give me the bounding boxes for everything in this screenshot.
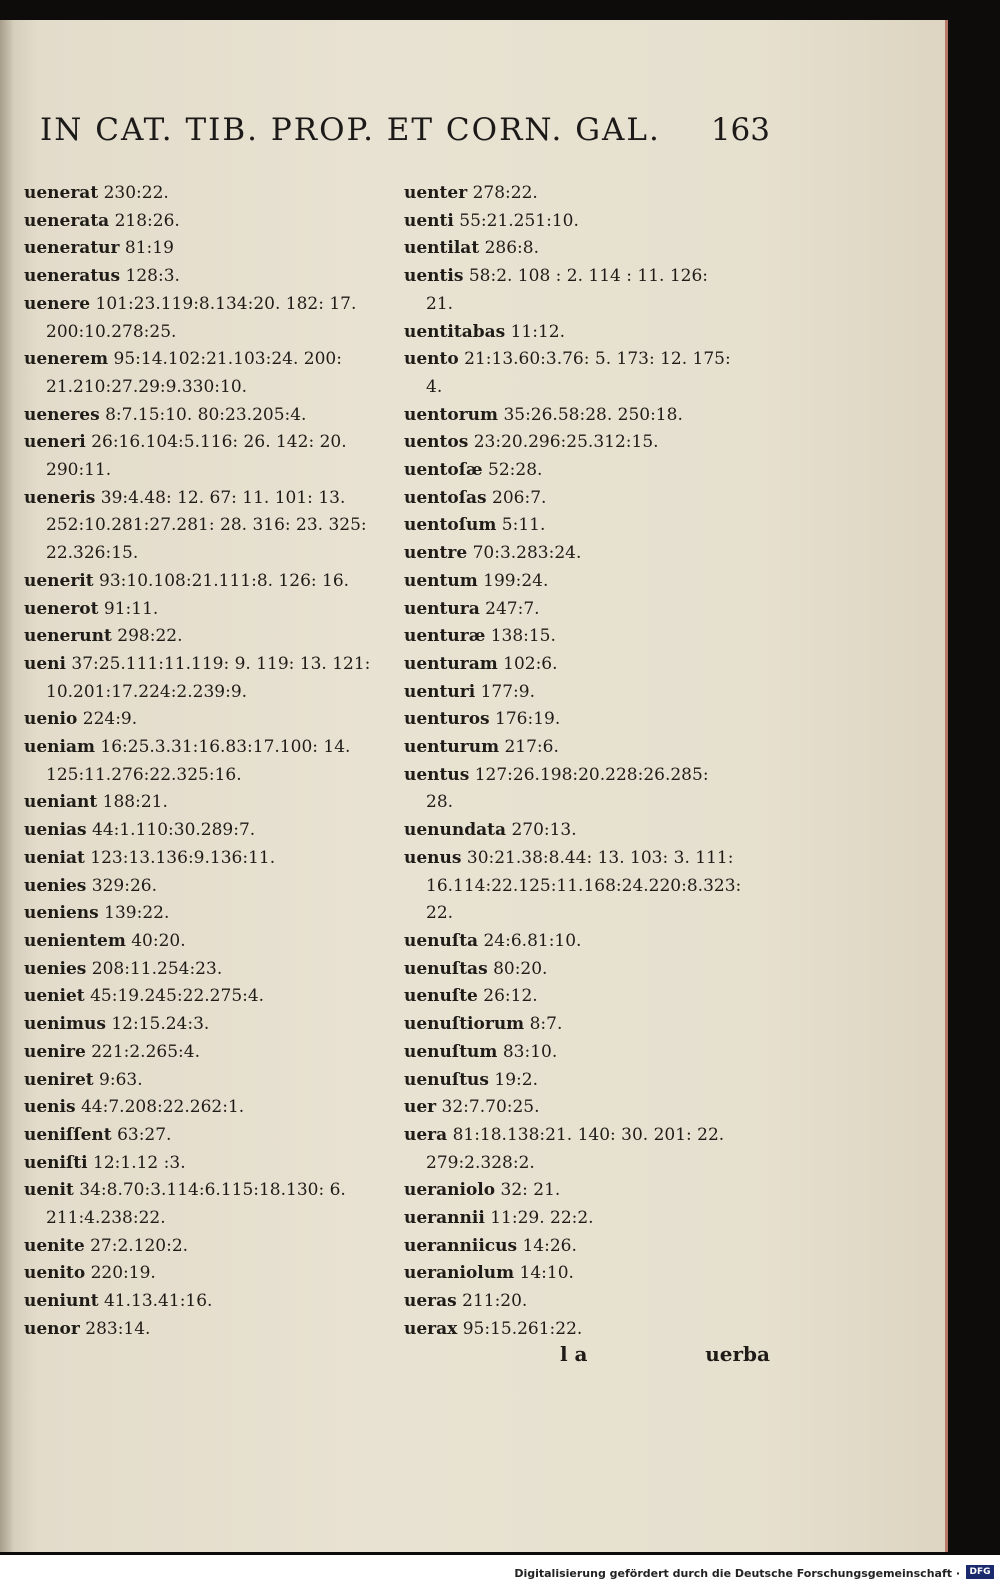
entry-headword: uenuſte xyxy=(404,986,478,1007)
entry-references-continued: 22.326:15. xyxy=(46,543,139,564)
entry-headword: uenerot xyxy=(24,598,99,619)
index-entry xyxy=(404,983,764,1011)
page-gutter-shadow xyxy=(0,20,14,1552)
index-entry xyxy=(404,623,764,651)
page-number: 163 xyxy=(710,112,770,148)
entry-headword: ueneratus xyxy=(24,266,121,287)
index-entry xyxy=(404,319,764,347)
index-entry xyxy=(404,679,764,707)
entry-references: 208:11.254:23. xyxy=(91,958,223,979)
entry-references: 139:22. xyxy=(104,903,170,924)
index-entry xyxy=(404,1205,764,1233)
entry-headword: ueniſti xyxy=(24,1152,88,1173)
entry-headword: ueniam xyxy=(24,737,95,758)
entry-references: 14:26. xyxy=(522,1235,577,1256)
entry-references: 81:19 xyxy=(124,238,174,259)
entry-headword: uentoſas xyxy=(404,487,487,508)
entry-headword: uenturi xyxy=(404,681,476,702)
index-entry xyxy=(24,1011,384,1039)
index-entry xyxy=(24,485,384,568)
index-entry xyxy=(24,1150,384,1178)
entry-headword: uer xyxy=(404,1097,437,1118)
entry-headword: uenerat xyxy=(24,183,99,203)
entry-headword: uenter xyxy=(404,183,468,203)
entry-references-continued: 252:10.281:27.281: 28. 316: 23. 325: xyxy=(46,515,367,536)
index-entry xyxy=(24,208,384,236)
index-entry xyxy=(404,512,764,540)
entry-references: 45:19.245:22.275:4. xyxy=(90,986,265,1007)
entry-headword: ueraniolo xyxy=(404,1180,496,1201)
entry-headword: uenus xyxy=(404,847,462,868)
index-entry xyxy=(24,429,384,484)
index-entry xyxy=(24,1260,384,1288)
entry-references: 9:63. xyxy=(99,1069,143,1090)
entry-references: 230:22. xyxy=(103,183,169,203)
entry-headword: ueras xyxy=(404,1291,457,1312)
entry-headword: uentoſæ xyxy=(404,460,483,481)
entry-references: 14:10. xyxy=(519,1263,574,1284)
entry-headword: uenerunt xyxy=(24,626,112,647)
entry-headword: ueniunt xyxy=(24,1291,99,1312)
entry-references: 220:19. xyxy=(90,1263,156,1284)
entry-references: 91:11. xyxy=(103,598,159,619)
entry-headword: uentorum xyxy=(404,404,499,425)
entry-references: 5:11. xyxy=(501,515,546,536)
entry-headword: ueneratur xyxy=(24,238,120,259)
entry-references-continued: 28. xyxy=(426,792,454,813)
entry-headword: ueni xyxy=(24,653,66,674)
entry-references: 55:21.251:10. xyxy=(459,210,579,231)
index-entry xyxy=(404,180,764,208)
index-entry xyxy=(404,706,764,734)
index-entry xyxy=(24,1288,384,1316)
entry-headword: ueniens xyxy=(24,903,99,924)
index-entry xyxy=(24,817,384,845)
entry-headword: uenerata xyxy=(24,210,110,231)
index-entry xyxy=(24,1067,384,1095)
index-entry xyxy=(24,180,384,208)
entry-references: 16:25.3.31:16.83:17.100: 14. xyxy=(100,737,351,758)
index-entry xyxy=(404,1067,764,1095)
index-entry xyxy=(24,1122,384,1150)
index-entry xyxy=(404,540,764,568)
entry-references: 80:20. xyxy=(493,958,548,979)
index-entry xyxy=(404,1094,764,1122)
index-entry xyxy=(24,1233,384,1261)
entry-headword: uenies xyxy=(24,958,87,979)
book-page xyxy=(0,20,948,1552)
entry-headword: uentilat xyxy=(404,238,480,259)
entry-references: 27:2.120:2. xyxy=(90,1235,189,1256)
entry-references: 44:7.208:22.262:1. xyxy=(80,1097,245,1118)
entry-headword: ueraniolum xyxy=(404,1263,515,1284)
entry-references-continued: 211:4.238:22. xyxy=(46,1208,166,1229)
entry-headword: uenuſtas xyxy=(404,958,488,979)
entry-references: 188:21. xyxy=(102,792,168,813)
entry-headword: uenio xyxy=(24,709,78,730)
entry-references: 70:3.283:24. xyxy=(472,543,582,564)
entry-references: 30:21.38:8.44: 13. 103: 3. 111: xyxy=(466,847,734,868)
index-entry xyxy=(24,789,384,817)
index-entry xyxy=(404,928,764,956)
index-entry xyxy=(24,873,384,901)
entry-headword: uenito xyxy=(24,1263,86,1284)
index-entry xyxy=(404,1233,764,1261)
index-entry xyxy=(24,845,384,873)
entry-references: 39:4.48: 12. 67: 11. 101: 13. xyxy=(100,487,346,508)
entry-references: 8:7.15:10. 80:23.205:4. xyxy=(105,404,307,425)
index-entry xyxy=(404,1039,764,1067)
entry-references-continued: 200:10.278:25. xyxy=(46,321,177,342)
entry-references-continued: 21.210:27.29:9.330:10. xyxy=(46,376,248,397)
index-entry xyxy=(404,651,764,679)
index-entry xyxy=(24,623,384,651)
index-entry xyxy=(404,596,764,624)
index-entry xyxy=(24,346,384,401)
entry-references: 128:3. xyxy=(125,266,180,287)
index-entry xyxy=(24,706,384,734)
index-entry xyxy=(24,928,384,956)
entry-headword: uenturum xyxy=(404,737,500,758)
entry-references: 283:14. xyxy=(85,1318,151,1339)
index-entry xyxy=(404,734,764,762)
entry-references: 211:20. xyxy=(462,1291,528,1312)
entry-references: 298:22. xyxy=(117,626,183,647)
entry-references: 102:6. xyxy=(503,653,558,674)
index-entry xyxy=(404,1288,764,1316)
entry-headword: ueneris xyxy=(24,487,96,508)
entry-references-continued: 16.114:22.125:11.168:24.220:8.323: xyxy=(426,875,742,896)
entry-headword: uenere xyxy=(24,293,91,314)
entry-references: 34:8.70:3.114:6.115:18.130: 6. xyxy=(79,1180,346,1201)
index-entry xyxy=(24,596,384,624)
entry-headword: uentoſum xyxy=(404,515,497,536)
entry-references: 221:2.265:4. xyxy=(91,1041,200,1062)
entry-references: 95:15.261:22. xyxy=(462,1318,583,1339)
entry-headword: uenies xyxy=(24,875,87,896)
index-entry xyxy=(404,429,764,457)
entry-references: 127:26.198:20.228:26.285: xyxy=(474,764,709,785)
entry-references: 101:23.119:8.134:20. 182: 17. xyxy=(95,293,357,314)
entry-headword: uera xyxy=(404,1124,448,1145)
entry-references-continued: 21. xyxy=(426,293,454,314)
entry-headword: uenturæ xyxy=(404,626,486,647)
index-entry xyxy=(404,568,764,596)
entry-references: 63:27. xyxy=(117,1124,172,1145)
running-header xyxy=(40,112,770,158)
funding-notice: Digitalisierung gefördert durch die Deutsche Forschungsgemeinschaft · xyxy=(514,1567,960,1580)
index-entry xyxy=(404,1122,764,1177)
entry-references: 11:12. xyxy=(510,321,565,342)
entry-headword: uerax xyxy=(404,1318,458,1339)
entry-references: 12:15.24:3. xyxy=(111,1014,210,1035)
index-entry xyxy=(404,208,764,236)
entry-references: 26:16.104:5.116: 26. 142: 20. xyxy=(91,432,347,453)
entry-headword: uenuſtum xyxy=(404,1041,498,1062)
index-column-left xyxy=(24,180,384,1344)
entry-references-continued: 290:11. xyxy=(46,460,112,481)
entry-headword: uenturam xyxy=(404,653,498,674)
entry-headword: uento xyxy=(404,349,459,370)
entry-references: 95:14.102:21.103:24. 200: xyxy=(113,349,342,370)
entry-references: 329:26. xyxy=(91,875,158,896)
entry-headword: ueniat xyxy=(24,847,85,868)
catchword: uerba xyxy=(705,1342,770,1366)
entry-references: 278:22. xyxy=(472,183,538,203)
index-entry xyxy=(24,900,384,928)
catchword-line xyxy=(560,1342,770,1372)
index-entry xyxy=(404,485,764,513)
entry-references-continued: 125:11.276:22.325:16. xyxy=(46,764,242,785)
entry-headword: uentura xyxy=(404,598,480,619)
entry-references: 177:9. xyxy=(480,681,535,702)
entry-references: 123:13.136:9.136:11. xyxy=(90,847,276,868)
entry-references: 199:24. xyxy=(483,570,549,591)
index-entry xyxy=(404,1177,764,1205)
index-entry xyxy=(24,1177,384,1232)
entry-references: 23:20.296:25.312:15. xyxy=(473,432,659,453)
entry-references: 58:2. 108 : 2. 114 : 11. 126: xyxy=(468,266,709,287)
index-entry xyxy=(24,1316,384,1344)
index-entry xyxy=(24,956,384,984)
entry-references: 224:9. xyxy=(82,709,138,730)
entry-headword: ueneri xyxy=(24,432,86,453)
index-entry xyxy=(24,402,384,430)
entry-references: 83:10. xyxy=(502,1041,558,1062)
entry-headword: uenuſta xyxy=(404,930,479,951)
index-entry xyxy=(404,956,764,984)
entry-references: 81:18.138:21. 140: 30. 201: 22. xyxy=(452,1124,725,1145)
entry-headword: uentre xyxy=(404,543,468,564)
entry-references: 41.13.41:16. xyxy=(103,1291,213,1312)
entry-headword: uentitabas xyxy=(404,321,506,342)
entry-headword: uenerem xyxy=(24,349,109,370)
index-entry xyxy=(404,1260,764,1288)
entry-headword: uenis xyxy=(24,1097,76,1118)
index-entry xyxy=(404,263,764,318)
entry-references-continued: 10.201:17.224:2.239:9. xyxy=(46,681,248,702)
index-entry xyxy=(24,263,384,291)
signature-mark: l a xyxy=(560,1342,588,1366)
entry-references-continued: 22. xyxy=(426,903,454,924)
entry-headword: uentum xyxy=(404,570,478,591)
index-entry xyxy=(24,291,384,346)
index-entry xyxy=(24,651,384,706)
entry-references: 176:19. xyxy=(495,709,561,730)
entry-references: 247:7. xyxy=(485,598,540,619)
index-entry xyxy=(404,235,764,263)
entry-references: 12:1.12 :3. xyxy=(93,1152,186,1173)
entry-references: 32:7.70:25. xyxy=(441,1097,540,1118)
index-entry xyxy=(404,346,764,401)
entry-references: 286:8. xyxy=(484,238,539,259)
entry-references: 11:29. 22:2. xyxy=(490,1208,594,1229)
entry-headword: uerannii xyxy=(404,1208,485,1229)
entry-headword: ueniet xyxy=(24,986,85,1007)
index-entry xyxy=(404,402,764,430)
entry-headword: uenuſtiorum xyxy=(404,1014,525,1035)
entry-references: 138:15. xyxy=(490,626,556,647)
entry-references: 35:26.58:28. 250:18. xyxy=(503,404,683,425)
entry-references: 21:13.60:3.76: 5. 173: 12. 175: xyxy=(464,349,731,370)
entry-references-continued: 4. xyxy=(426,376,443,397)
entry-headword: uenientem xyxy=(24,930,126,951)
digitization-footer xyxy=(0,1555,1000,1590)
entry-headword: ueranniicus xyxy=(404,1235,518,1256)
entry-references: 44:1.110:30.289:7. xyxy=(92,820,256,841)
entry-headword: uentis xyxy=(404,266,464,287)
entry-headword: uentus xyxy=(404,764,470,785)
entry-references: 93:10.108:21.111:8. 126: 16. xyxy=(99,570,350,591)
index-entry xyxy=(24,235,384,263)
entry-headword: ueneres xyxy=(24,404,100,425)
index-entry xyxy=(404,817,764,845)
entry-headword: uenite xyxy=(24,1235,85,1256)
entry-references: 40:20. xyxy=(131,930,186,951)
entry-headword: ueniſſent xyxy=(24,1124,112,1145)
entry-headword: uenimus xyxy=(24,1014,106,1035)
entry-references: 52:28. xyxy=(488,460,543,481)
entry-references: 206:7. xyxy=(492,487,547,508)
running-title: IN CAT. TIB. PROP. ET CORN. GAL. xyxy=(40,112,661,148)
entry-references: 24:6.81:10. xyxy=(483,930,582,951)
entry-headword: uenias xyxy=(24,820,87,841)
entry-references: 26:12. xyxy=(483,986,538,1007)
entry-headword: uenti xyxy=(404,210,454,231)
entry-references: 217:6. xyxy=(504,737,559,758)
index-entry xyxy=(404,1011,764,1039)
entry-headword: uenor xyxy=(24,1318,80,1339)
dfg-logo-icon: DFG xyxy=(966,1565,994,1579)
entry-references-continued: 279:2.328:2. xyxy=(426,1152,535,1173)
index-entry xyxy=(24,983,384,1011)
index-entry xyxy=(404,457,764,485)
entry-references: 218:26. xyxy=(114,210,180,231)
index-entry xyxy=(24,1039,384,1067)
index-entry xyxy=(24,568,384,596)
index-entry xyxy=(24,1094,384,1122)
entry-headword: uenire xyxy=(24,1041,86,1062)
entry-headword: uenuſtus xyxy=(404,1069,489,1090)
entry-references: 37:25.111:11.119: 9. 119: 13. 121: xyxy=(71,653,371,674)
index-column-right xyxy=(404,180,764,1344)
entry-headword: uenit xyxy=(24,1180,74,1201)
entry-headword: ueniret xyxy=(24,1069,94,1090)
entry-references: 19:2. xyxy=(494,1069,538,1090)
entry-headword: uentos xyxy=(404,432,469,453)
entry-references: 270:13. xyxy=(511,820,577,841)
entry-headword: ueniant xyxy=(24,792,98,813)
index-entry xyxy=(24,734,384,789)
index-entry xyxy=(404,845,764,928)
entry-headword: uenturos xyxy=(404,709,490,730)
entry-references: 32: 21. xyxy=(500,1180,561,1201)
index-entry xyxy=(404,1316,764,1344)
entry-headword: uenerit xyxy=(24,570,94,591)
entry-headword: uenundata xyxy=(404,820,507,841)
index-entry xyxy=(404,762,764,817)
entry-references: 8:7. xyxy=(529,1014,563,1035)
